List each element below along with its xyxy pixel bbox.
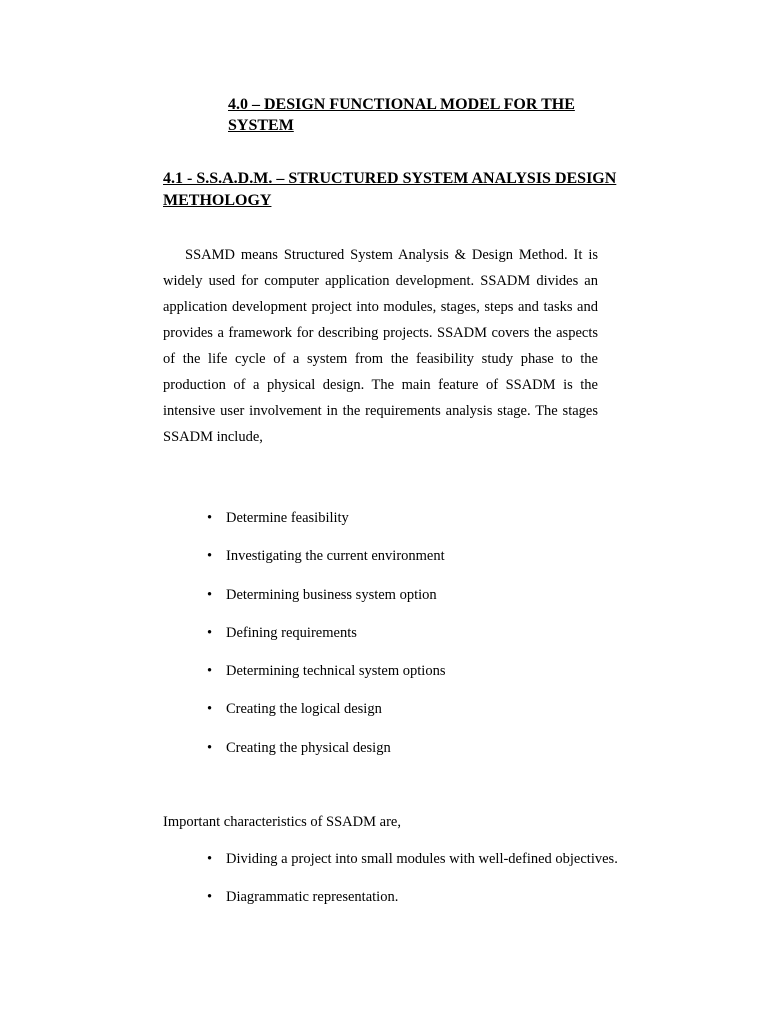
list-item [207,738,445,776]
list-item [207,623,445,661]
list-item-text: Determine feasibility [226,510,349,526]
bullet-icon: • [207,548,213,565]
bullet-icon: • [207,510,213,526]
list-item-text: Determining technical system options [226,663,446,680]
list-item-text: Creating the physical design [226,739,391,756]
list-item-text: Determining business system option [226,586,437,603]
list-item [207,887,618,925]
bullet-icon: • [207,586,213,603]
list-item [207,546,445,584]
stages-list [207,508,445,776]
bullet-icon: • [207,851,213,867]
characteristics-intro: Important characteristics of SSADM are, [163,814,401,830]
list-item-text: Creating the logical design [226,701,382,718]
list-item [207,699,445,737]
bullet-icon: • [207,624,213,641]
list-item-text: Diagrammatic representation. [226,889,399,906]
list-item [207,849,618,887]
bullet-icon: • [207,663,213,680]
list-item [207,661,445,699]
list-item [207,508,445,546]
characteristics-list [207,849,618,926]
list-item-text: Dividing a project into small modules with well-defined objectives. [226,851,618,867]
list-item-text: Defining requirements [226,624,357,641]
bullet-icon: • [207,701,213,718]
intro-paragraph: SSAMD means Structured System Analysis & Design Method. It is widely used for computer application development. SSADM divides an application development project into modules, stages, steps and tasks and provides a framework for describing projects. SSADM covers the aspects of the life cycle of a system from the feasibility study phase to the production of a physical design. The main feature of SSADM is the intensive user involvement in the requirements analysis stage. The stages SSADM include, [163,247,598,445]
list-item [207,585,445,623]
bullet-icon: • [207,889,213,906]
subsection-heading: 4.1 - S.S.A.D.M. – STRUCTURED SYSTEM ANALYSIS DESIGN METHOLOGY [163,170,617,209]
section-heading: 4.0 – DESIGN FUNCTIONAL MODEL FOR THE SYSTEM [228,96,575,134]
bullet-icon: • [207,739,213,756]
list-item-text: Investigating the current environment [226,548,445,565]
